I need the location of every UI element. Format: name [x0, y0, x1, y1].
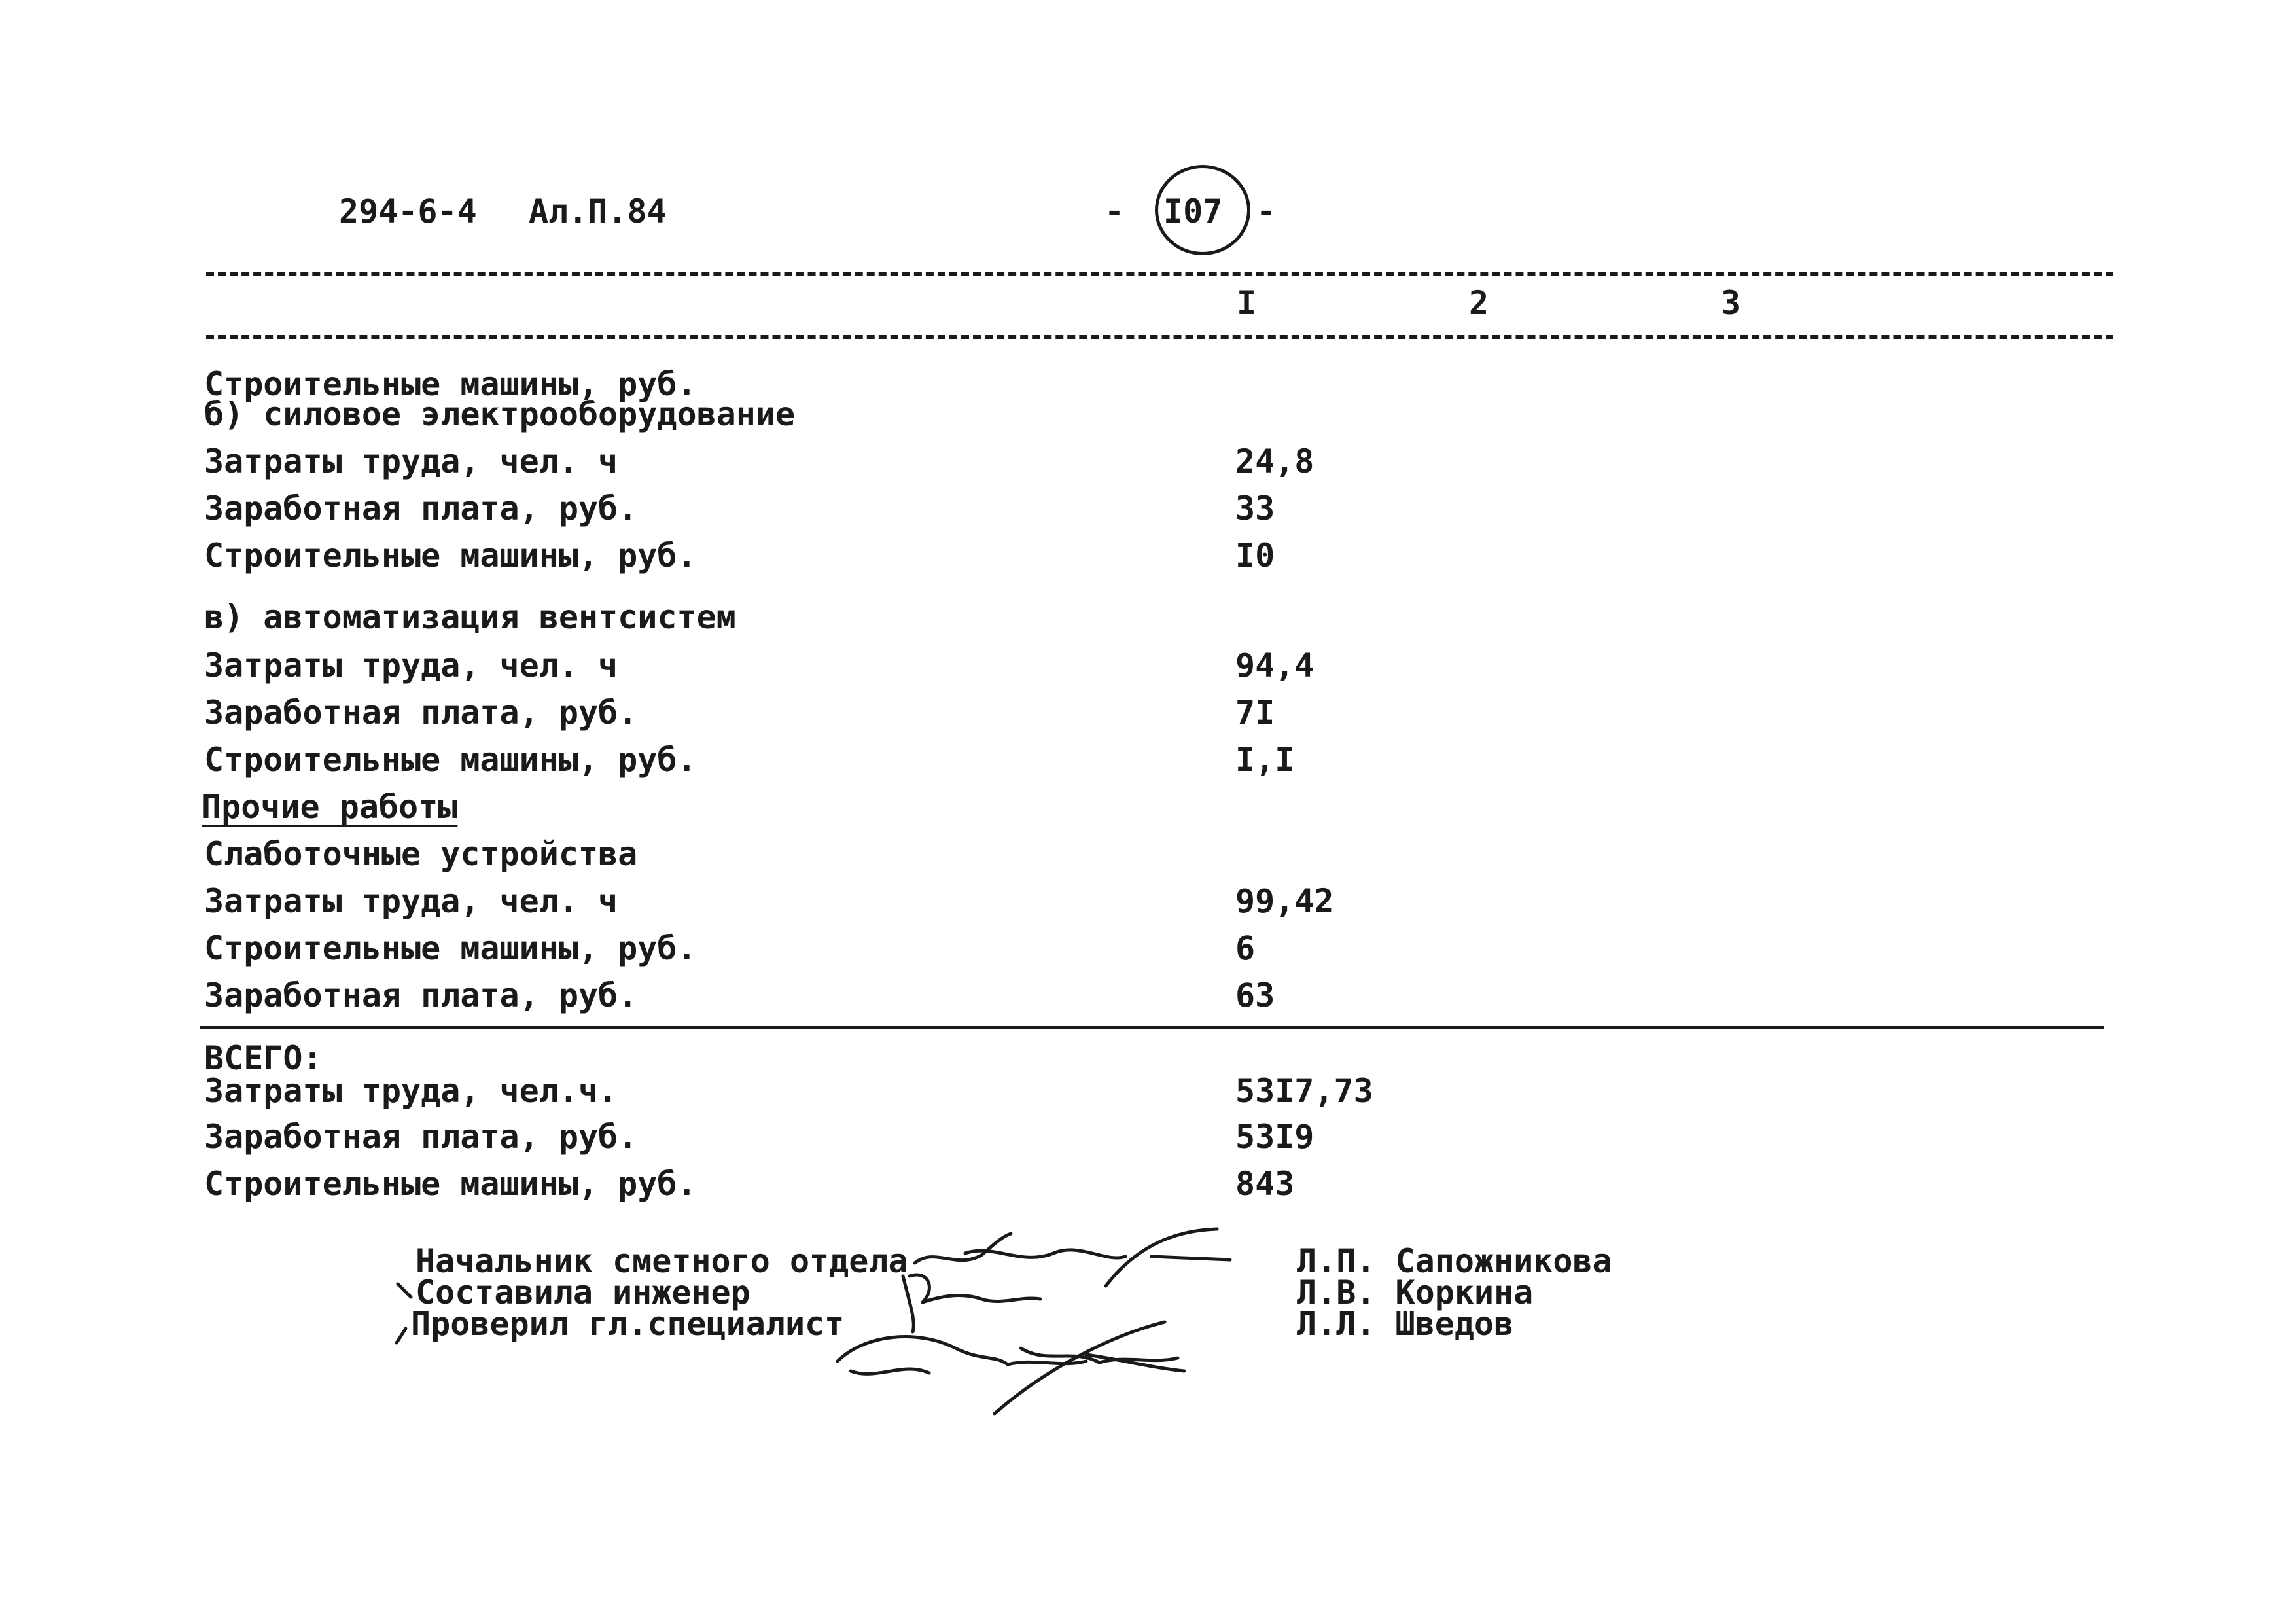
- total-row-value: 53I7,73: [1235, 1072, 1373, 1110]
- row-label: Заработная плата, руб.: [204, 976, 638, 1014]
- row-label: Заработная плата, руб.: [204, 490, 638, 527]
- row-label: Строительные машины, руб.: [204, 365, 697, 403]
- section-heading-other-works: Прочие работы: [202, 788, 458, 826]
- row-label: б) силовое электрооборудование: [204, 395, 796, 433]
- row-value: 6: [1235, 929, 1256, 967]
- row-label: Затраты труда, чел. ч: [204, 442, 618, 480]
- signer-role: Составила инженер: [415, 1274, 751, 1311]
- total-row-label: Строительные машины, руб.: [204, 1165, 697, 1203]
- row-value: 24,8: [1235, 442, 1315, 480]
- page-dash-left: -: [1104, 192, 1125, 230]
- page-number: I07: [1163, 192, 1223, 230]
- row-label: Заработная плата, руб.: [204, 694, 638, 732]
- total-row-value: 843: [1235, 1165, 1295, 1203]
- column-header-3: 3: [1721, 284, 1741, 322]
- row-value: 7I: [1235, 694, 1275, 732]
- row-label: Строительные машины, руб.: [204, 741, 697, 779]
- section-heading: в) автоматизация вентсистем: [204, 598, 736, 636]
- total-row-label: Заработная плата, руб.: [204, 1118, 638, 1156]
- column-header-2: 2: [1469, 284, 1489, 322]
- signer-name: Л.П. Сапожникова: [1297, 1242, 1612, 1280]
- page-dash-right: -: [1256, 192, 1277, 230]
- signer-name: Л.Л. Шведов: [1297, 1305, 1514, 1343]
- signer-role: Проверил гл.специалист: [411, 1305, 845, 1343]
- row-label: Строительные машины, руб.: [204, 929, 697, 967]
- row-label: Слаботочные устройства: [204, 835, 638, 873]
- row-value: 94,4: [1235, 647, 1315, 685]
- signer-name: Л.В. Коркина: [1297, 1274, 1534, 1311]
- row-value: 63: [1235, 976, 1275, 1014]
- signer-role: Начальник сметного отдела: [415, 1242, 908, 1280]
- doc-code: 294-6-4: [339, 192, 477, 230]
- row-value: I0: [1235, 537, 1275, 575]
- row-value: 99,42: [1235, 882, 1334, 920]
- row-value: 33: [1235, 490, 1275, 527]
- total-row-value: 53I9: [1235, 1118, 1315, 1156]
- row-label: Строительные машины, руб.: [204, 537, 697, 575]
- row-label: Затраты труда, чел. ч: [204, 882, 618, 920]
- sheet-ref: Ал.П.84: [529, 192, 667, 230]
- row-value: I,I: [1235, 741, 1295, 779]
- total-row-label: Затраты труда, чел.ч.: [204, 1072, 618, 1110]
- total-heading: ВСЕГО:: [204, 1039, 323, 1077]
- column-header-1: I: [1237, 284, 1257, 322]
- row-label: Затраты труда, чел. ч: [204, 647, 618, 685]
